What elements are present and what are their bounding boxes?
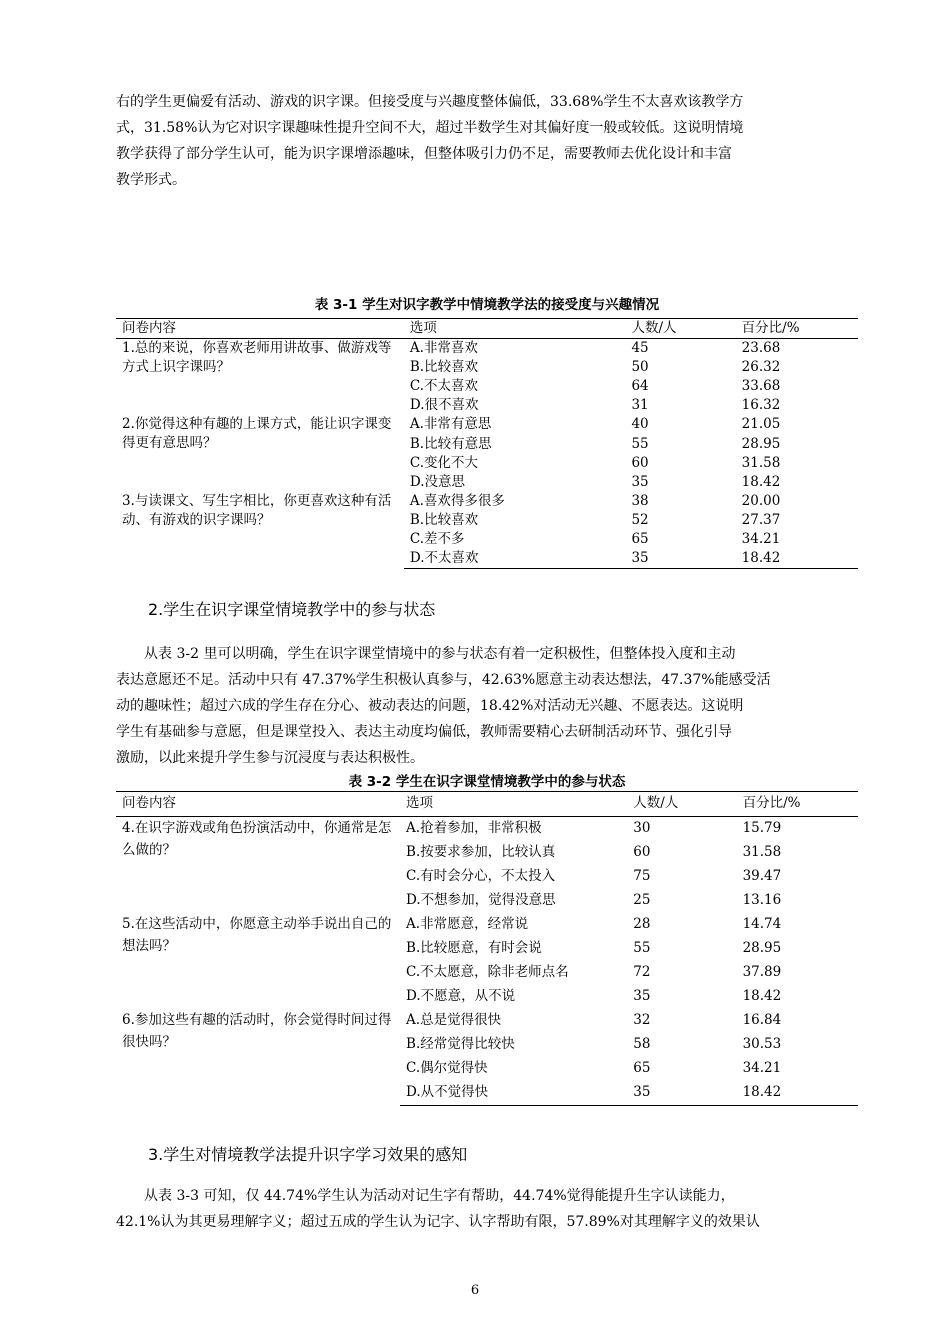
- option-cell: D.不想参加，觉得没意思: [406, 892, 556, 908]
- percent-cell: 18.42: [741, 473, 781, 490]
- paragraph-line: 42.1%认为其更易理解字义；超过五成的学生认为记字、认字帮助有限，57.89%对其理解字义的效果认: [116, 1214, 760, 1230]
- option-cell: C.有时会分心，不太投入: [406, 868, 556, 884]
- table2: [116, 791, 858, 1106]
- percent-cell: 30.53: [742, 1036, 782, 1052]
- option-cell: C.变化不大: [409, 454, 479, 471]
- percent-cell: 15.79: [742, 820, 782, 836]
- table-header-row: [116, 319, 858, 339]
- count-cell: 52: [631, 511, 649, 528]
- question-cell: 4.在识字游戏或角色扮演活动中，你通常是怎么做的？: [122, 820, 392, 858]
- count-cell: 55: [633, 940, 651, 956]
- table-header-row: [116, 792, 858, 817]
- percent-cell: 28.95: [741, 435, 781, 452]
- table1-body: [116, 339, 858, 569]
- option-cell: B.比较有意思: [409, 435, 492, 452]
- table-row: [116, 339, 858, 359]
- count-cell: 65: [633, 1060, 651, 1076]
- option-cell: D.从不觉得快: [400, 1081, 627, 1106]
- paragraph-line: 学生有基础参与意愿，但是课堂投入、表达主动度均偏低，教师需要精心去研制活动环节、强化引导: [116, 724, 732, 740]
- count-cell: 35: [627, 1081, 736, 1106]
- question-cell: 5.在这些活动中，你愿意主动举手说出自己的想法吗？: [122, 916, 392, 954]
- count-cell: 30: [633, 820, 651, 836]
- table-row: [116, 492, 858, 511]
- page-number: 6: [470, 1283, 480, 1298]
- section3-heading: 3.学生对情境教学法提升识字学习效果的感知: [148, 1145, 468, 1164]
- percent-cell: 20.00: [741, 492, 781, 509]
- paragraph-line: 动的趣味性；超过六成的学生存在分心、被动表达的问题，18.42%对活动无兴趣、不愿表达。这说明: [116, 698, 744, 714]
- option-cell: C.差不多: [409, 531, 465, 548]
- percent-cell: 18.42: [737, 1081, 858, 1106]
- question-cell: 3.与读课文、写生字相比，你更喜欢这种有活动、有游戏的识字课吗？: [122, 492, 392, 528]
- percent-cell: 28.95: [742, 940, 782, 956]
- percent-cell: 14.74: [742, 916, 782, 932]
- option-cell: D.不太喜欢: [404, 549, 626, 569]
- question-cell: 2.你觉得这种有趣的上课方式，能让识字课变得更有意思吗？: [122, 416, 392, 452]
- header-option: 选项: [404, 319, 626, 339]
- count-cell: 32: [633, 1012, 651, 1028]
- count-cell: 72: [633, 964, 651, 980]
- option-cell: B.比较喜欢: [409, 359, 479, 376]
- percent-cell: 31.58: [742, 844, 782, 860]
- option-cell: A.总是觉得很快: [406, 1012, 502, 1028]
- header-option: 选项: [400, 792, 627, 817]
- header-percent: 百分比/%: [736, 319, 858, 339]
- question-cell: 1.总的来说，你喜欢老师用讲故事、做游戏等方式上识字课吗？: [122, 340, 392, 376]
- count-cell: 35: [625, 549, 735, 569]
- table-row: [116, 913, 858, 937]
- table1: [116, 318, 858, 569]
- percent-cell: 18.42: [736, 549, 858, 569]
- count-cell: 60: [633, 844, 651, 860]
- intro-line: 教学获得了部分学生认可，能为识字课增添趣味，但整体吸引力仍不足，需要教师去优化设计和丰富: [116, 146, 732, 162]
- percent-cell: 33.68: [741, 378, 781, 395]
- paragraph-line: 表达意愿还不足。活动中只有 47.37%学生积极认真参与，42.63%愿意主动表达想法，47.37%能感受活: [116, 672, 771, 688]
- count-cell: 45: [631, 340, 649, 357]
- percent-cell: 16.84: [742, 1012, 782, 1028]
- option-cell: C.不太愿意，除非老师点名: [406, 964, 569, 980]
- table-row: [116, 415, 858, 434]
- option-cell: D.不愿意，从不说: [406, 988, 516, 1004]
- option-cell: B.比较愿意，有时会说: [406, 940, 542, 956]
- percent-cell: 26.32: [741, 359, 781, 376]
- question-cell: 6.参加这些有趣的活动时，你会觉得时间过得很快吗？: [122, 1012, 392, 1050]
- count-cell: 50: [631, 359, 649, 376]
- count-cell: 25: [633, 892, 651, 908]
- intro-line: 式，31.58%认为它对识字课趣味性提升空间不大，超过半数学生对其偏好度一般或较低。这说明情境: [116, 120, 744, 136]
- option-cell: D.没意思: [409, 473, 466, 490]
- header-count: 人数/人: [627, 792, 736, 817]
- table1-caption: 表 3-1 学生对识字教学中情境教学法的接受度与兴趣情况: [314, 297, 660, 313]
- option-cell: A.非常有意思: [409, 416, 492, 433]
- count-cell: 58: [633, 1036, 651, 1052]
- count-cell: 35: [633, 988, 651, 1004]
- paragraph-line: 从表 3-2 里可以明确，学生在识字课堂情境中的参与状态有着一定积极性，但整体投入度和主动: [144, 646, 736, 662]
- option-cell: B.比较喜欢: [409, 511, 479, 528]
- count-cell: 75: [633, 868, 651, 884]
- count-cell: 38: [631, 492, 649, 509]
- section2-heading: 2.学生在识字课堂情境教学中的参与状态: [148, 600, 436, 619]
- option-cell: B.按要求参加，比较认真: [406, 844, 556, 860]
- percent-cell: 13.16: [742, 892, 782, 908]
- option-cell: A.抢着参加，非常积极: [406, 820, 542, 836]
- percent-cell: 31.58: [741, 454, 781, 471]
- percent-cell: 37.89: [742, 964, 782, 980]
- header-question: 问卷内容: [116, 319, 404, 339]
- count-cell: 55: [631, 435, 649, 452]
- count-cell: 40: [631, 416, 649, 433]
- paragraph-line: 激励，以此来提升学生参与沉浸度与表达积极性。: [116, 750, 424, 766]
- paragraph-line: 从表 3-3 可知，仅 44.74%学生认为活动对记生字有帮助，44.74%觉得能提升生字认读能力，: [144, 1188, 735, 1204]
- count-cell: 35: [631, 473, 649, 490]
- section2-paragraph: [116, 641, 858, 771]
- header-question: 问卷内容: [116, 792, 400, 817]
- percent-cell: 18.42: [742, 988, 782, 1004]
- count-cell: 64: [631, 378, 649, 395]
- option-cell: A.非常喜欢: [409, 340, 478, 357]
- intro-line: 教学形式。: [116, 172, 186, 188]
- option-cell: B.经常觉得比较快: [406, 1036, 515, 1052]
- table-row: [116, 817, 858, 842]
- percent-cell: 23.68: [741, 340, 781, 357]
- intro-paragraph: [116, 89, 858, 193]
- option-cell: C.不太喜欢: [409, 378, 479, 395]
- percent-cell: 16.32: [741, 397, 781, 414]
- count-cell: 31: [631, 397, 649, 414]
- option-cell: D.很不喜欢: [409, 397, 479, 414]
- percent-cell: 34.21: [742, 1060, 782, 1076]
- count-cell: 65: [631, 531, 649, 548]
- table-row: [116, 1009, 858, 1033]
- percent-cell: 39.47: [742, 868, 782, 884]
- option-cell: A.喜欢得多很多: [409, 492, 505, 509]
- percent-cell: 34.21: [741, 531, 781, 548]
- option-cell: A.非常愿意，经常说: [406, 916, 529, 932]
- percent-cell: 21.05: [741, 416, 781, 433]
- table2-caption: 表 3-2 学生在识字课堂情境教学中的参与状态: [348, 774, 626, 790]
- header-percent: 百分比/%: [737, 792, 858, 817]
- section3-paragraph: [116, 1183, 858, 1235]
- header-count: 人数/人: [625, 319, 735, 339]
- table2-body: [116, 817, 858, 1106]
- percent-cell: 27.37: [741, 511, 781, 528]
- intro-line: 右的学生更偏爱有活动、游戏的识字课。但接受度与兴趣度整体偏低，33.68%学生不太喜欢该教学方: [116, 94, 744, 110]
- option-cell: C.偶尔觉得快: [406, 1060, 488, 1076]
- count-cell: 28: [633, 916, 651, 932]
- count-cell: 60: [631, 454, 649, 471]
